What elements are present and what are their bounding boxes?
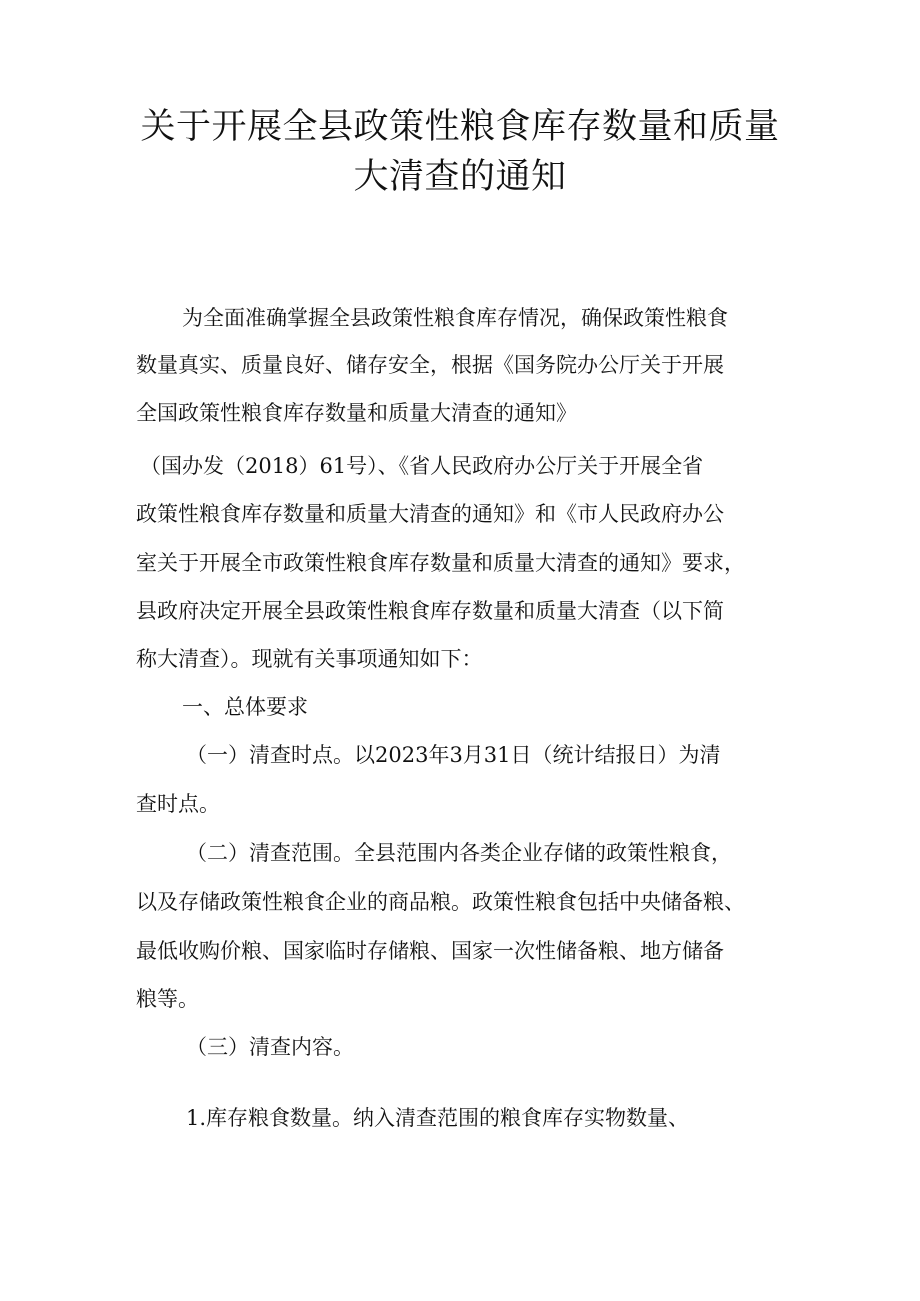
paragraph-line: （国办发（2018）61号）、《省人民政府办公厅关于开展全省: [140, 454, 704, 478]
paragraph-line: 全国政策性粮食库存数量和质量大清查的通知》: [136, 401, 577, 425]
paragraph-line: 称大清查）。现就有关事项通知如下：: [136, 647, 483, 671]
paragraph-line: 数量真实、质量良好、储存安全，根据《国务院办公厅关于开展: [136, 353, 724, 377]
section-heading: 一、总体要求: [182, 695, 308, 719]
paragraph-line: 以及存储政策性粮食企业的商品粮。政策性粮食包括中央储备粮、: [136, 890, 745, 914]
document-title-line-2: 大清查的通知: [353, 157, 567, 197]
paragraph-line: 1.库存粮食数量。纳入清查范围的粮食库存实物数量、: [186, 1106, 690, 1130]
paragraph-line: 为全面准确掌握全县政策性粮食库存情况，确保政策性粮食: [182, 306, 728, 330]
document-title-line-1: 关于开展全县政策性粮食库存数量和质量: [140, 107, 780, 147]
paragraph-line: 最低收购价粮、国家临时存储粮、国家一次性储备粮、地方储备: [136, 939, 724, 963]
paragraph-line: （一）清查时点。以2023年3月31日（统计结报日）为清: [186, 743, 721, 767]
paragraph-line: （二）清查范围。全县范围内各类企业存储的政策性粮食，: [186, 841, 732, 865]
paragraph-line: 室关于开展全市政策性粮食库存数量和质量大清查的通知》要求，: [136, 551, 745, 575]
paragraph-line: 粮等。: [136, 987, 199, 1011]
paragraph-line: 查时点。: [136, 792, 220, 816]
paragraph-line: （三）清查内容。: [186, 1035, 354, 1059]
paragraph-line: 政策性粮食库存数量和质量大清查的通知》和《市人民政府办公: [136, 502, 724, 526]
paragraph-line: 县政府决定开展全县政策性粮食库存数量和质量大清查（以下简: [136, 599, 724, 623]
